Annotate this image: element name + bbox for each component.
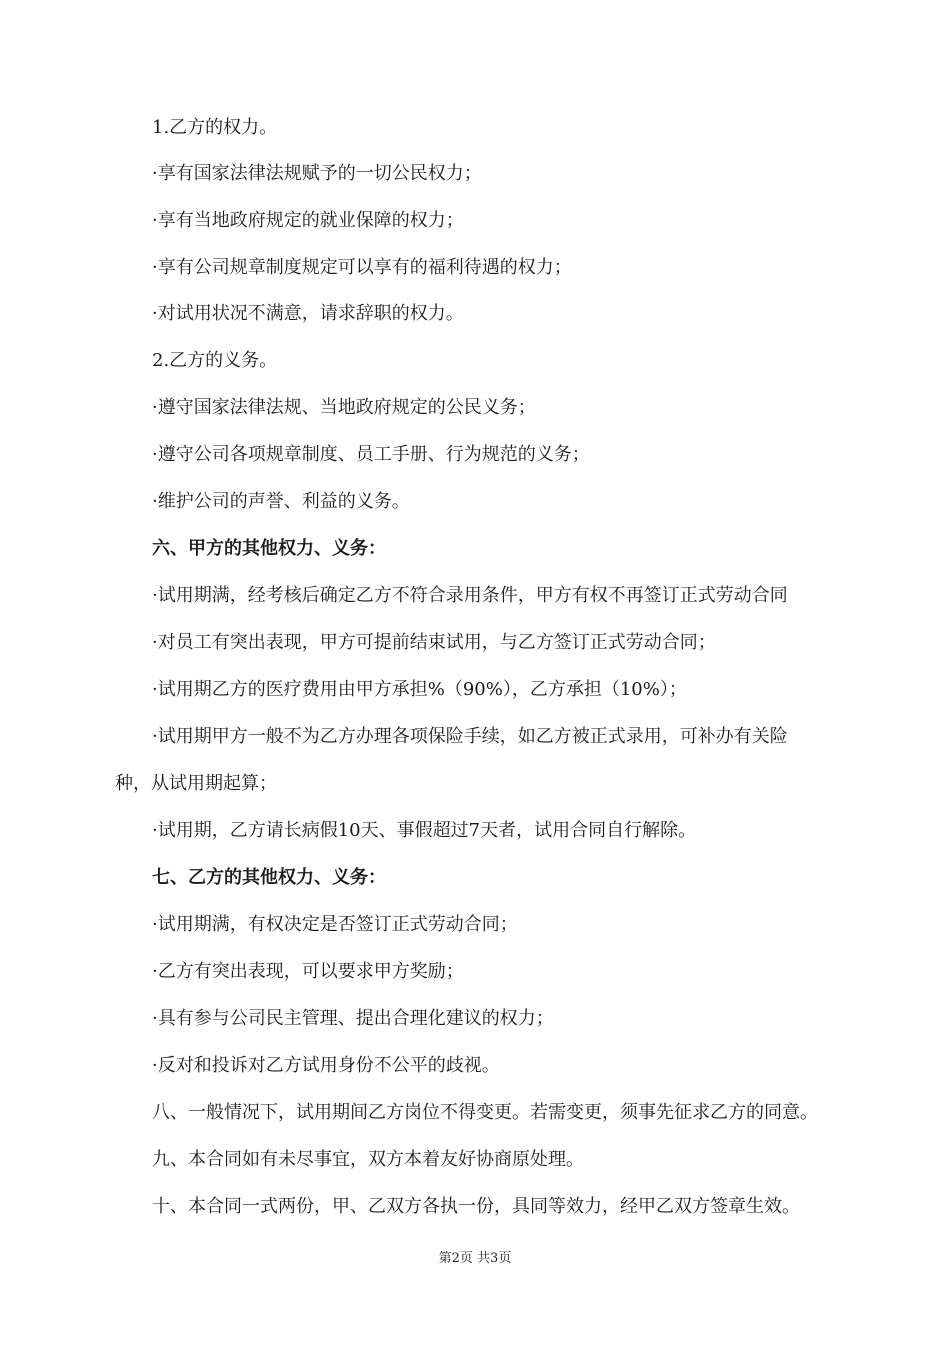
bullet-item: ·试用期甲方一般不为乙方办理各项保险手续，如乙方被正式录用，可补办有关险 xyxy=(152,726,788,747)
clause-ten: 十、本合同一式两份，甲、乙双方各执一份，具同等效力，经甲乙双方签章生效。 xyxy=(152,1196,800,1217)
page-footer: 第2页 共3页 xyxy=(438,1251,512,1266)
subsection-heading-rights: 1.乙方的权力。 xyxy=(152,117,278,138)
section-heading-party-b: 七、乙方的其他权力、义务： xyxy=(152,867,386,888)
section-heading-party-a: 六、甲方的其他权力、义务： xyxy=(152,538,386,559)
bullet-item: ·享有当地政府规定的就业保障的权力； xyxy=(152,210,464,231)
bullet-item: ·具有参与公司民主管理、提出合理化建议的权力； xyxy=(152,1008,554,1029)
bullet-item: ·维护公司的声誉、利益的义务。 xyxy=(152,491,410,512)
bullet-item: ·遵守公司各项规章制度、员工手册、行为规范的义务； xyxy=(152,444,590,465)
bullet-item: ·遵守国家法律法规、当地政府规定的公民义务； xyxy=(152,397,536,418)
bullet-item: ·试用期，乙方请长病假10天、事假超过7天者，试用合同自行解除。 xyxy=(152,820,697,841)
bullet-item: ·试用期满，经考核后确定乙方不符合录用条件，甲方有权不再签订正式劳动合同 xyxy=(152,585,788,606)
bullet-item: ·试用期满，有权决定是否签订正式劳动合同； xyxy=(152,914,518,935)
bullet-item: ·对员工有突出表现，甲方可提前结束试用，与乙方签订正式劳动合同； xyxy=(152,632,716,653)
bullet-item-continuation: 种，从试用期起算； xyxy=(115,773,277,794)
bullet-item: ·乙方有突出表现，可以要求甲方奖励； xyxy=(152,961,464,982)
subsection-heading-duties: 2.乙方的义务。 xyxy=(152,350,278,371)
bullet-item: ·享有国家法律法规赋予的一切公民权力； xyxy=(152,163,482,184)
bullet-item: ·试用期乙方的医疗费用由甲方承担%（90%），乙方承担（10%）； xyxy=(152,679,687,700)
clause-nine: 九、本合同如有未尽事宜，双方本着友好协商原处理。 xyxy=(152,1149,584,1170)
bullet-item: ·反对和投诉对乙方试用身份不公平的歧视。 xyxy=(152,1055,500,1076)
clause-eight: 八、一般情况下，试用期间乙方岗位不得变更。若需变更，须事先征求乙方的同意。 xyxy=(152,1102,818,1123)
bullet-item: ·对试用状况不满意，请求辞职的权力。 xyxy=(152,303,464,324)
bullet-item: ·享有公司规章制度规定可以享有的福利待遇的权力； xyxy=(152,257,572,278)
